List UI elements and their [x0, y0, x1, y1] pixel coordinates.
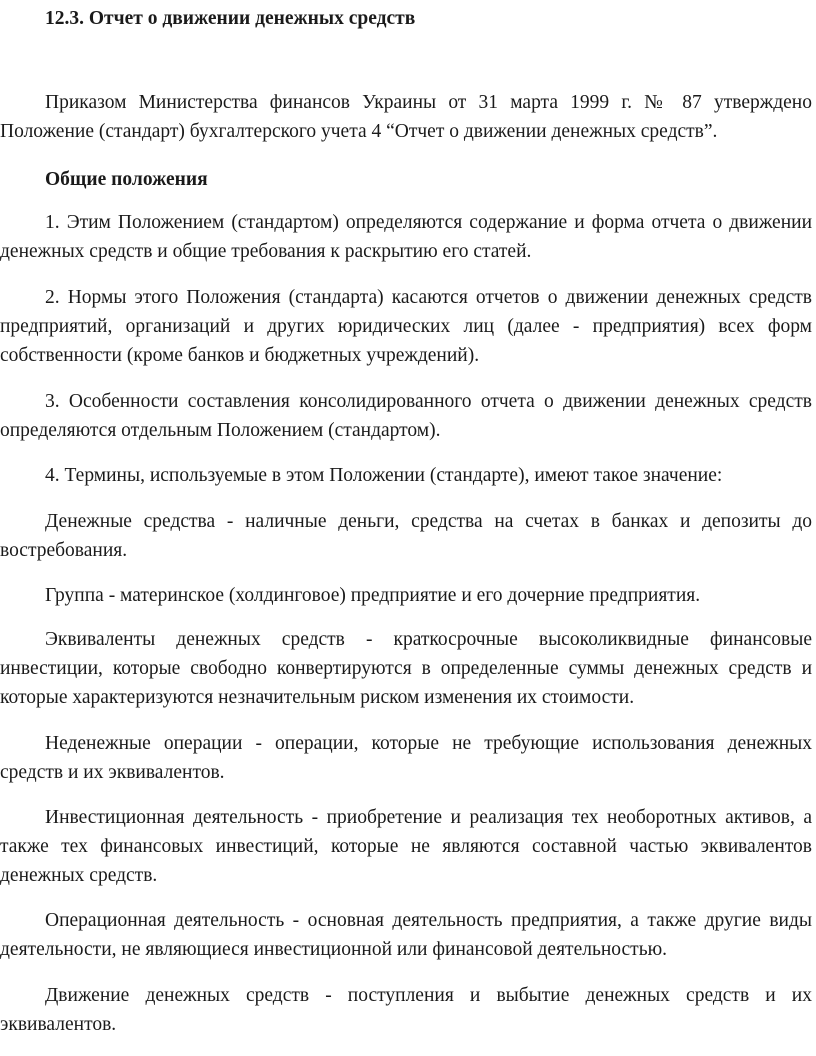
- intro-paragraph: Приказом Министерства финансов Украины от 31 марта 1999 г. № 87 утверждено Положение (стандарт) бухгалтерского учета 4 “Отчет о движении денежных средств”.: [0, 92, 812, 142]
- paragraph-1: 1. Этим Положением (стандартом) определяются содержание и форма отчета о движении денежных средств и общие требования к раскрытию его статей.: [0, 212, 812, 262]
- definition-investing-activity: Инвестиционная деятельность - приобретение и реализация тех необоротных активов, а также тех финансовых инвестиций, которые не являются составной частью эквивалентов денежных средств.: [0, 807, 812, 886]
- definition-cash-flow: Движение денежных средств - поступления и выбытие денежных средств и их эквивалентов.: [0, 985, 812, 1035]
- section-title: Общие положения: [45, 169, 208, 190]
- paragraph-4: 4. Термины, используемые в этом Положении (стандарте), имеют такое значение:: [45, 465, 723, 486]
- definition-noncash-operations: Неденежные операции - операции, которые не требующие использования денежных средств и их эквивалентов.: [0, 733, 812, 783]
- definition-operating-activity: Операционная деятельность - основная деятельность предприятия, а также другие виды деятельности, не являющиеся инвестиционной или финансовой деятельностью.: [0, 910, 812, 960]
- definition-group: Группа - материнское (холдинговое) предприятие и его дочерние предприятия.: [45, 585, 701, 606]
- definition-cash-equivalents: Эквиваленты денежных средств - краткосрочные высоколиквидные финансовые инвестиции, которые свободно конвертируются в определенные суммы денежных средств и которые характеризуются незначительным риском изменения их стоимости.: [0, 629, 812, 708]
- paragraph-3: 3. Особенности составления консолидированного отчета о движении денежных средств определяются отдельным Положением (стандартом).: [0, 391, 812, 441]
- definition-cash: Денежные средства - наличные деньги, средства на счетах в банках и депозиты до востребования.: [0, 511, 812, 561]
- paragraph-2: 2. Нормы этого Положения (стандарта) касаются отчетов о движении денежных средств предприятий, организаций и других юридических лиц (далее - предприятия) всех форм собственности (кроме банков и бюджетных учреждений).: [0, 287, 812, 366]
- document-title: 12.3. Отчет о движении денежных средств: [45, 8, 416, 29]
